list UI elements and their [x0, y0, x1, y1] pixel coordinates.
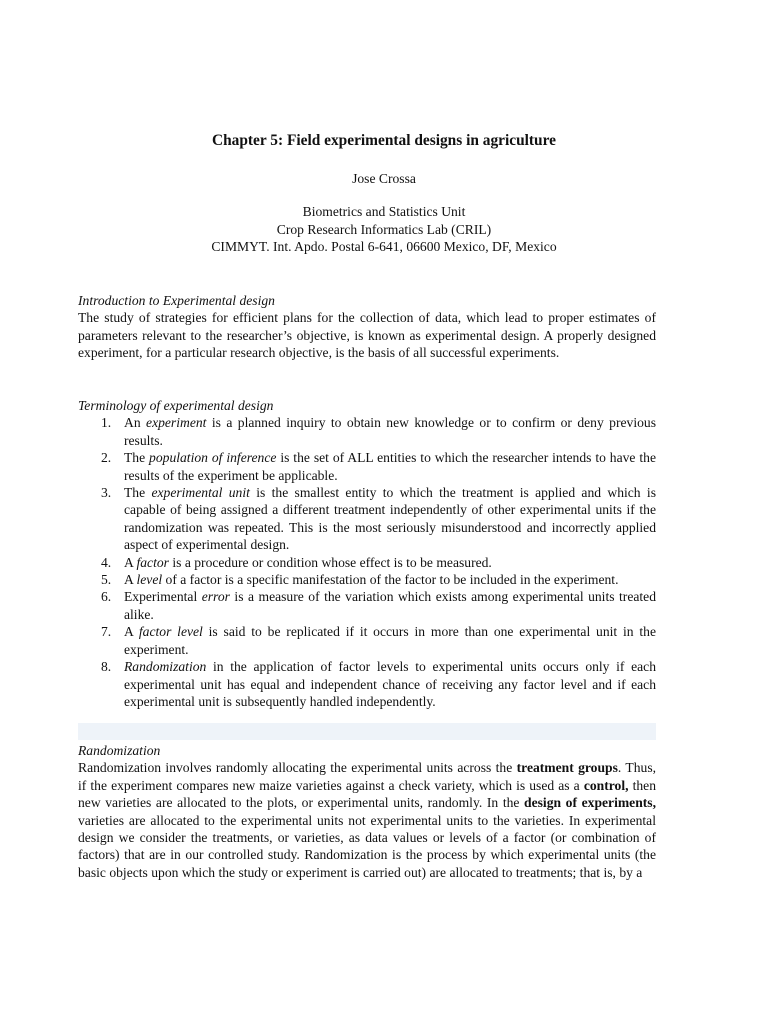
list-item-text: is the set of ALL entities to which the researcher intends to have the results of the experiment be applicable.	[124, 450, 656, 483]
list-item	[78, 554, 656, 571]
randomization-paragraph	[78, 759, 656, 881]
list-item-text: An	[124, 415, 147, 431]
affiliation-line-3: CIMMYT. Int. Apdo. Postal 6-641, 06600 Mexico, DF, Mexico	[211, 239, 557, 254]
paragraph-text: then new varieties are allocated to the plots, or experimental units, randomly. In the	[78, 777, 656, 811]
list-item-text: is said to be replicated if it occurs in more than one experimental unit in the experiment.	[124, 624, 657, 657]
affiliation-line-1: Biometrics and Statistics Unit	[302, 204, 466, 219]
list-item-term: level	[136, 572, 163, 588]
list-item-text: The	[124, 485, 152, 501]
bold-term: treatment groups	[516, 760, 618, 776]
author-name: Jose Crossa	[352, 171, 416, 186]
list-item	[78, 414, 656, 449]
intro-heading: Introduction to Experimental design	[78, 293, 275, 308]
intro-paragraph: The study of strategies for efficient plans for the collection of data, which lead to proper estimates of parameters relevant to the researcher’s objective, is known as experimental design. A properly designed experiment, for a particular research objective, is the basis of all successful experiments.	[78, 310, 656, 361]
bold-term: design of experiments,	[524, 795, 656, 811]
terminology-list	[78, 414, 656, 710]
list-item-text: A	[124, 624, 139, 640]
list-item-term: experiment	[146, 415, 207, 431]
paragraph-text: . Thus, if the experiment compares new maize varieties against a check variety, which is used as a	[78, 760, 657, 793]
list-item-number: 8.	[101, 659, 112, 675]
list-item-term: error	[201, 589, 230, 605]
list-item-number: 2.	[101, 450, 112, 466]
list-item-text: is the smallest entity to which the treatment is applied and which is capable of being assigned a different treatment independently of other experimental units if the randomization was repeated. This is the most seriously misunderstood and incorrectly applied aspect of experimental design.	[124, 485, 656, 553]
list-item-number: 5.	[101, 572, 112, 588]
bold-term: control,	[583, 777, 629, 793]
list-item-text: in the application of factor levels to experimental units occurs only if each experimental unit has equal and independent chance of receiving any factor level and if each experimental unit is subsequently handled independently.	[124, 659, 656, 709]
list-item	[78, 449, 656, 484]
list-item-term: population of inference	[149, 450, 277, 466]
list-item	[78, 571, 656, 588]
affiliation-line-2: Crop Research Informatics Lab (CRIL)	[276, 221, 492, 237]
list-item-number: 1.	[101, 415, 112, 431]
list-item-number: 4.	[101, 554, 112, 570]
terminology-section	[78, 397, 656, 710]
paragraph-text: varieties are allocated to the experimental units not experimental units to the varieties. In experimental design we consider the treatments, or varieties, as data values or levels of a factor (or combination of factors) that are in our controlled study. Randomization is the process by which experimental units (the basic objects upon which the study or experiment is carried out) are allocated to treatments; that is, by a	[78, 812, 656, 880]
list-item-term: factor	[136, 554, 169, 570]
list-item-text: of a factor is a specific manifestation of the factor to be included in the experiment.	[162, 572, 619, 588]
list-item	[78, 484, 656, 554]
list-item-term: Randomization	[124, 659, 207, 675]
intro-section	[78, 292, 656, 362]
randomization-section	[78, 742, 656, 881]
list-item-text: is a procedure or condition whose effect is to be measured.	[168, 554, 492, 570]
chapter-title: Chapter 5: Field experimental designs in agriculture	[212, 132, 556, 149]
terminology-heading: Terminology of experimental design	[78, 398, 274, 413]
list-item-text: A	[124, 554, 137, 570]
list-item-text: is a measure of the variation which exists among experimental units treated alike.	[124, 589, 656, 622]
list-item-text: A	[124, 572, 137, 588]
list-item	[78, 623, 656, 658]
list-item-text: The	[124, 450, 150, 466]
list-item-number: 7.	[101, 624, 112, 640]
list-item-term: experimental unit	[151, 485, 250, 501]
text-highlight	[78, 723, 656, 740]
list-item-text: Experimental	[124, 589, 202, 605]
paragraph-text: Randomization involves randomly allocating the experimental units across the	[78, 760, 517, 776]
randomization-heading: Randomization	[78, 743, 161, 758]
list-item-text: is a planned inquiry to obtain new knowledge or to confirm or deny previous results.	[124, 415, 656, 448]
list-item-number: 3.	[101, 485, 112, 501]
list-item-number: 6.	[101, 589, 112, 605]
list-item	[78, 588, 656, 623]
list-item	[78, 658, 656, 710]
list-item-term: factor level	[138, 624, 203, 640]
